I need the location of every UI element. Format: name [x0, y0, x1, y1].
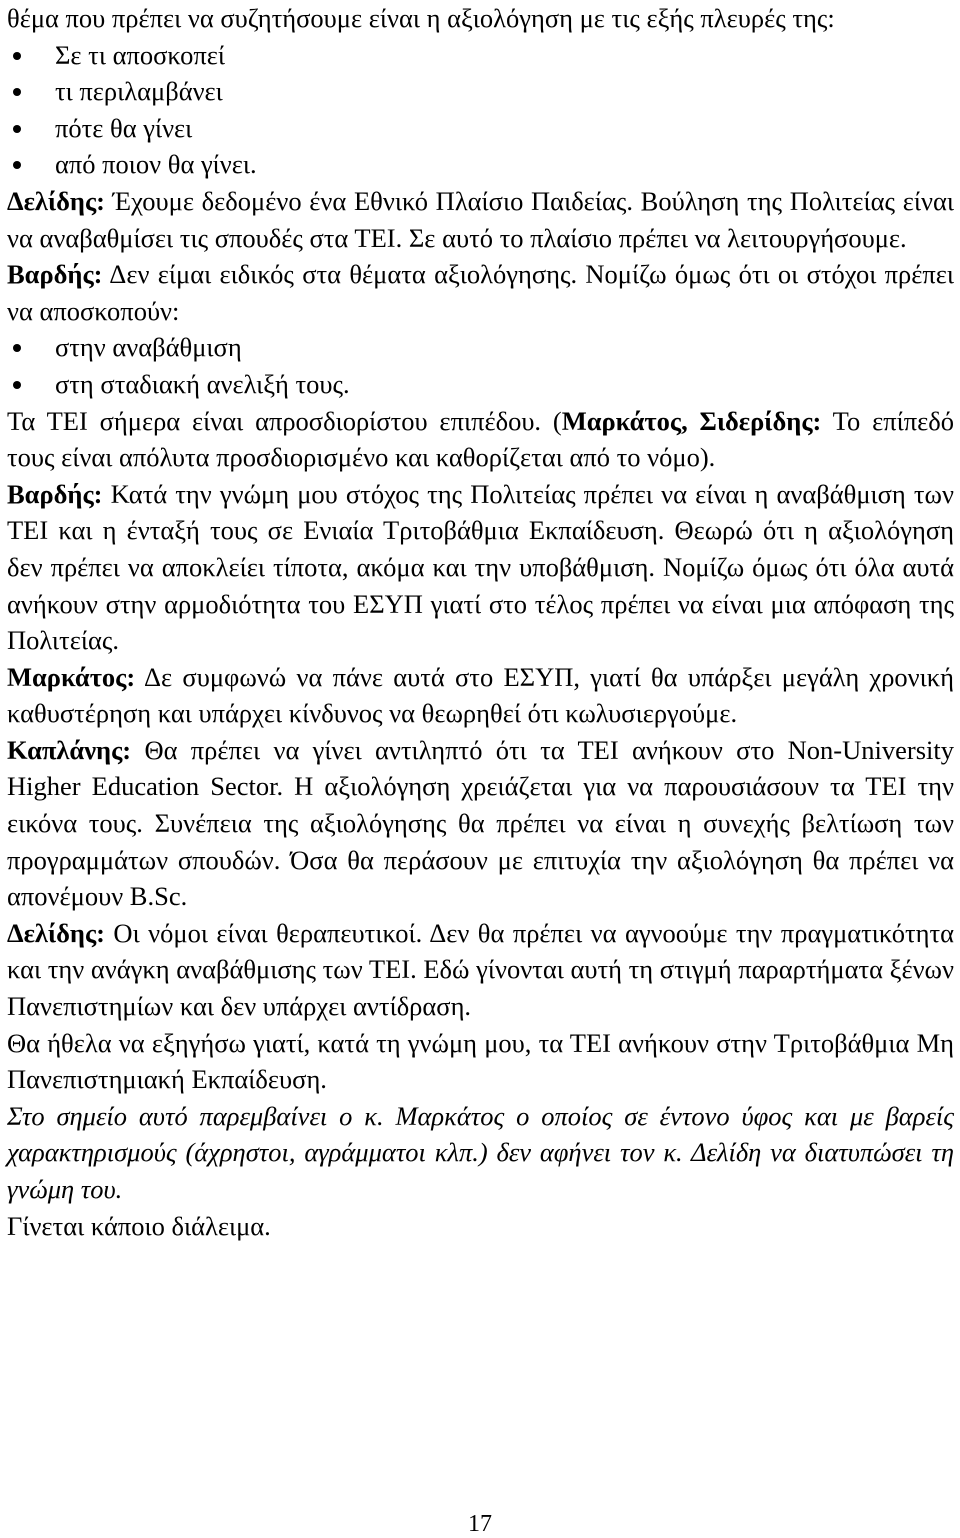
bullet-item: [7, 329, 954, 366]
bullet-dot-icon: [13, 161, 21, 169]
paragraph-text: Στο σημείο αυτό παρεμβαίνει ο κ. Μαρκάτος ο οποίος σε έντονο ύφος και με βαρείς χαρακτηρισμούς (άχρηστοι, αγράμματοι κλπ.) δεν αφήνει τον κ. Δελίδη να διατυπώσει τη γνώμη του.: [7, 1100, 954, 1204]
bullet-item: [7, 146, 954, 183]
bullet-item: [7, 73, 954, 110]
goals-bullet-list: [7, 329, 954, 402]
bullet-text: πότε θα γίνει: [55, 112, 193, 143]
bullet-item: [7, 37, 954, 74]
bullet-item: [7, 110, 954, 147]
vardis-paragraph-2: [7, 476, 954, 659]
delidis-paragraph-2: [7, 915, 954, 1025]
break-note: [7, 1208, 954, 1245]
bullet-text: τι περιλαμβάνει: [55, 76, 223, 107]
paragraph-text: Δεν είμαι ειδικός στα θέματα αξιολόγησης. Νομίζω όμως ότι οι στόχοι πρέπει να αποσκοπούν:: [7, 259, 954, 326]
bullet-dot-icon: [13, 125, 21, 133]
bullet-dot-icon: [13, 381, 21, 389]
paragraph-text: Οι νόμοι είναι θεραπευτικοί. Δεν θα πρέπει να αγνοούμε την πραγματικότητα και την ανάγκη αναβάθμισης των ΤΕΙ. Εδώ γίνονται αυτή τη στιγμή παραρτήματα ξένων Πανεπιστημίων και δεν υπάρχει αντίδραση.: [7, 917, 954, 1022]
intro-paragraph: [7, 0, 954, 37]
speaker-label: Μαρκάτος, Σιδερίδης:: [561, 405, 822, 436]
tei-level-paragraph: [7, 403, 954, 476]
paragraph-text: Θα πρέπει να γίνει αντιληπτό ότι τα ΤΕΙ ανήκουν στο Non-University Higher Education Sector. Η αξιολόγηση χρειάζεται για να παρουσιάσουν τα ΤΕΙ την εικόνα τους. Συνέπεια της αξιολόγησης θα πρέπει να είναι η συνεχής βελτίωση των προγραμμάτων σπουδών. Όσα θα περάσουν με επιτυχία την αξιολόγηση θα πρέπει να απονέμουν B.Sc.: [7, 734, 954, 912]
paragraph-text: Γίνεται κάποιο διάλειμα.: [7, 1210, 271, 1241]
paragraph-text: Τα ΤΕΙ σήμερα είναι απροσδιορίστου επιπέδου. (: [7, 405, 562, 436]
bullet-dot-icon: [13, 88, 21, 96]
paragraph-text: Θα ήθελα να εξηγήσω γιατί, κατά τη γνώμη μου, τα ΤΕΙ ανήκουν στην Τριτοβάθμια Μη Πανεπιστημιακή Εκπαίδευση.: [7, 1027, 954, 1095]
speaker-label: Μαρκάτος:: [7, 661, 136, 692]
delidis-paragraph-1: [7, 183, 954, 256]
kaplanis-paragraph: [7, 732, 954, 915]
markatos-paragraph: [7, 659, 954, 732]
document-page: [7, 0, 954, 1244]
speaker-label: Βαρδής:: [7, 478, 103, 509]
speaker-label: Δελίδης:: [7, 917, 105, 948]
bullet-dot-icon: [13, 344, 21, 352]
paragraph-text: Το επίπεδό τους είναι απόλυτα προσδιορισμένο και καθορίζεται από το νόμο).: [7, 405, 954, 473]
bullet-text: Σε τι αποσκοπεί: [55, 39, 226, 70]
paragraph-text: Κατά την γνώμη μου στόχος της Πολιτείας πρέπει να είναι η αναβάθμιση των ΤΕΙ και η ένταξή τους σε Ενιαία Τριτοβάθμια Εκπαίδευση. Θεωρώ ότι η αξιολόγηση δεν πρέπει να αποκλείει τίποτα, ακόμα και την υποβάθμιση. Νομίζω όμως ότι όλα αυτά ανήκουν στην αρμοδιότητα του ΕΣΥΠ γιατί στο τέλος πρέπει να είναι μια απόφαση της Πολιτείας.: [7, 478, 954, 656]
speaker-label: Καπλάνης:: [7, 734, 132, 765]
explain-paragraph: [7, 1025, 954, 1098]
bullet-dot-icon: [13, 52, 21, 60]
interruption-note: [7, 1098, 954, 1208]
bullet-text: στην αναβάθμιση: [55, 332, 242, 363]
paragraph-text: Δε συμφωνώ να πάνε αυτά στο ΕΣΥΠ, γιατί θα υπάρξει μεγάλη χρονική καθυστέρηση και υπάρχει κίνδυνος να θεωρηθεί ότι κωλυσιεργούμε.: [7, 661, 954, 729]
speaker-label: Βαρδής:: [7, 259, 103, 290]
paragraph-text: Έχουμε δεδομένο ένα Εθνικό Πλαίσιο Παιδείας. Βούληση της Πολιτείας είναι να αναβαθμίσει τις σπουδές στα ΤΕΙ. Σε αυτό το πλαίσιο πρέπει να λειτουργήσουμε.: [7, 185, 954, 253]
speaker-label: Δελίδης:: [7, 185, 105, 216]
vardis-paragraph-1: [7, 256, 954, 329]
aspects-bullet-list: [7, 37, 954, 183]
bullet-text: στη σταδιακή ανελιξή τους.: [55, 368, 350, 399]
intro-text: θέμα που πρέπει να συζητήσουμε είναι η αξιολόγηση με τις εξής πλευρές της:: [7, 3, 835, 33]
page-number: 17: [468, 1511, 492, 1537]
bullet-item: [7, 366, 954, 403]
bullet-text: από ποιον θα γίνει.: [55, 149, 257, 180]
